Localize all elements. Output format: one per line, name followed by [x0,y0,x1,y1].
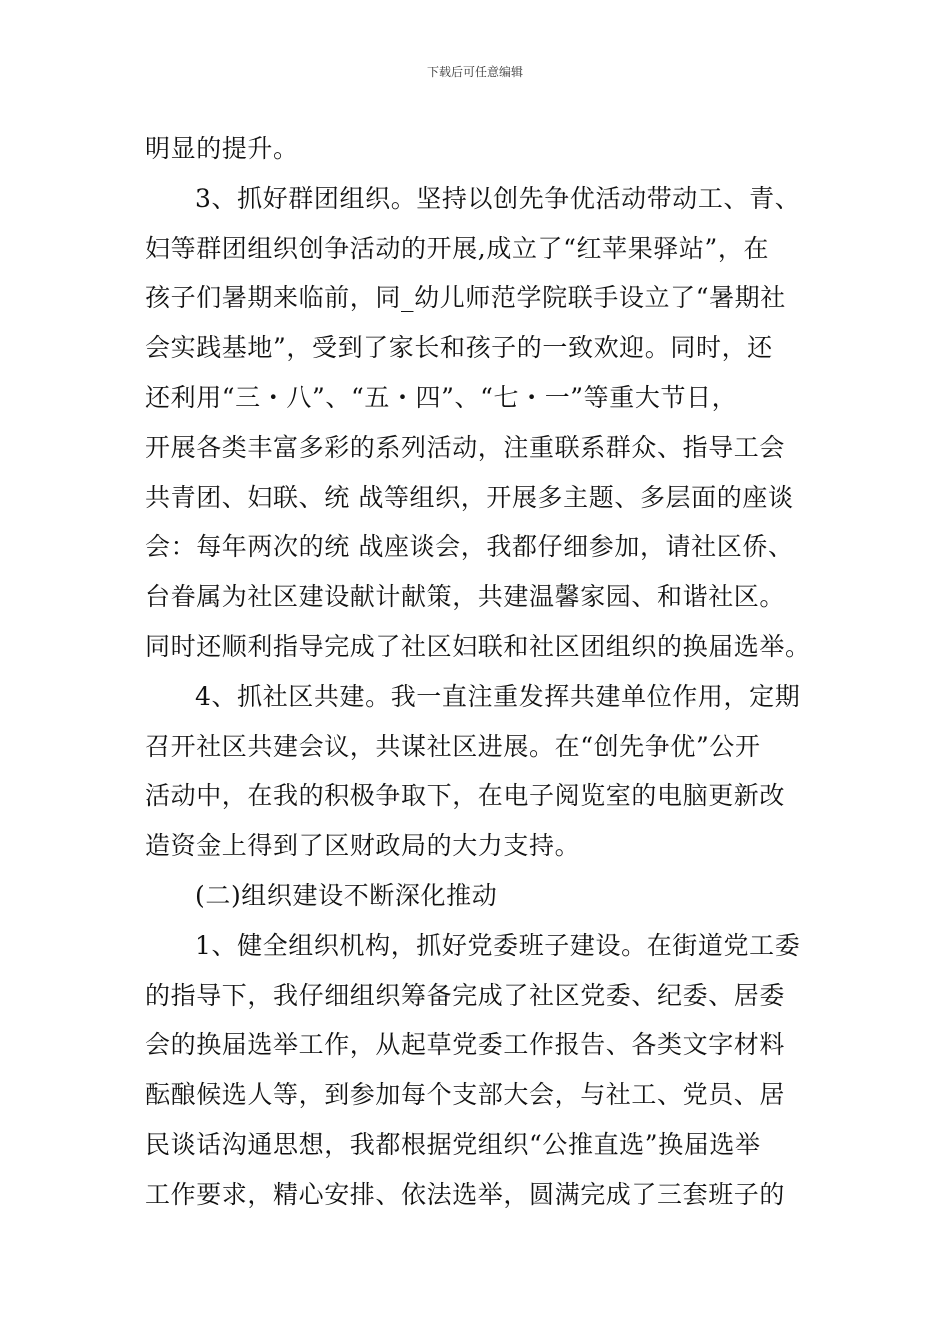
text-line: (二)组织建设不断深化推动 [195,880,498,910]
text-line: 工作要求，精心安排、依法选举，圆满完成了三套班子的 [145,1179,786,1209]
text-line: 的指导下，我仔细组织筹备完成了社区党委、纪委、居委 [145,980,786,1010]
text-line: 还利用“三・八”、“五・四”、“七・一”等重大节日， [145,382,738,412]
document-body [145,124,825,1220]
text-line: 明显的提升。 [145,134,299,163]
text-line: 民谈话沟通思想，我都根据党组织“公推直选”换届选举 [145,1129,761,1159]
text-line: 3、抓好群团组织。坚持以创先争优活动带动工、青、 [195,183,801,213]
text-line: 召开社区共建会议，共谋社区进展。在“创先争优”公开 [145,731,761,761]
text-line: 1、健全组织机构，抓好党委班子建设。在街道党工委 [195,930,801,960]
text-line: 会：每年两次的统 战座谈会，我都仔细参加，请社区侨、 [145,532,794,562]
text-line: 酝酿候选人等，到参加每个支部大会，与社工、党员、居 [145,1080,786,1110]
text-line: 4、抓社区共建。我一直注重发挥共建单位作用，定期 [195,681,801,711]
text-line: 孩子们暑期来临前，同_幼儿师范学院联手设立了“暑期社 [145,283,786,313]
text-line: 会实践基地”，受到了家长和孩子的一致欢迎。同时，还 [145,333,773,363]
text-line: 妇等群团组织创争活动的开展,成立了“红苹果驿站”，在 [145,233,770,263]
text-line: 共青团、妇联、统 战等组织，开展多主题、多层面的座谈 [145,482,794,512]
text-line: 同时还顺利指导完成了社区妇联和社区团组织的换届选举。 [145,631,811,661]
text-line: 会的换届选举工作，从起草党委工作报告、各类文字材料 [145,1030,786,1060]
page-header: 下载后可任意编辑 [426,65,523,79]
text-line: 开展各类丰富多彩的系列活动，注重联系群众、指导工会 [145,432,786,462]
text-line: 台眷属为社区建设献计献策，共建温馨家园、和谐社区。 [145,582,786,612]
text-line: 活动中，在我的积极争取下，在电子阅览室的电脑更新改 [145,781,786,811]
text-line: 造资金上得到了区财政局的大力支持。 [145,831,581,861]
